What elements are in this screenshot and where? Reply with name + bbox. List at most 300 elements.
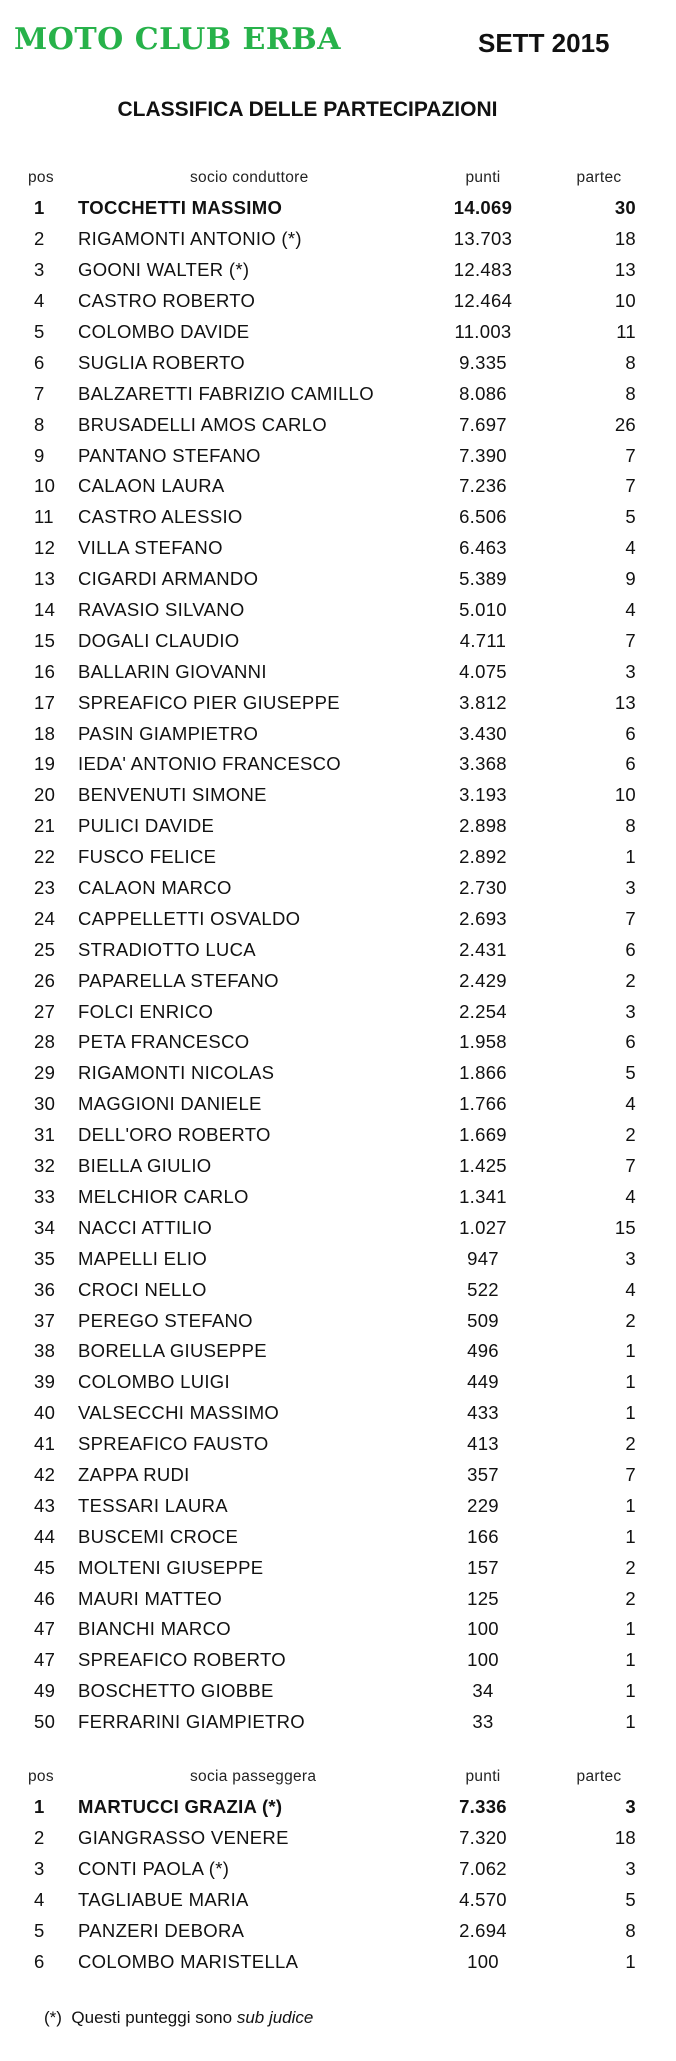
pos-cell: 25	[34, 938, 56, 960]
points-cell: 3.812	[459, 691, 507, 713]
name-cell: CALAON MARCO	[78, 877, 232, 899]
partec-cell: 8	[625, 1920, 636, 1941]
name-cell: DOGALI CLAUDIO	[78, 629, 240, 651]
name-cell: PASIN GIAMPIETRO	[78, 722, 259, 744]
pos-cell: 36	[34, 1278, 56, 1300]
name-cell: ZAPPA RUDI	[78, 1463, 190, 1485]
partec-cell: 4	[625, 1185, 636, 1207]
points-cell: 6.506	[459, 506, 507, 528]
name-cell: PULICI DAVIDE	[78, 815, 215, 837]
points-cell: 1.766	[459, 1093, 507, 1115]
column-header-partec: partec	[576, 169, 622, 186]
pos-cell: 21	[34, 815, 56, 837]
table-row	[0, 1120, 676, 1151]
partec-cell: 2	[625, 1433, 636, 1455]
partec-cell: 5	[625, 1889, 636, 1911]
partec-cell: 1	[625, 1494, 636, 1516]
partec-cell: 1	[625, 1680, 636, 1702]
table-row	[0, 440, 676, 471]
table-row	[0, 193, 676, 224]
footnote	[44, 2008, 313, 2028]
pos-cell: 6	[34, 1950, 45, 1972]
name-cell: PANTANO STEFANO	[78, 444, 261, 466]
table-row	[0, 1854, 676, 1885]
points-cell: 2.730	[459, 877, 507, 899]
name-cell: BIANCHI MARCO	[78, 1618, 231, 1640]
points-cell: 2.898	[459, 815, 507, 837]
points-cell: 4.075	[459, 660, 507, 682]
pos-cell: 10	[34, 475, 56, 497]
name-cell: CONTI PAOLA (*)	[78, 1858, 230, 1880]
name-cell: BUSCEMI CROCE	[78, 1525, 239, 1547]
table-row	[0, 471, 676, 502]
table-row	[0, 1916, 676, 1947]
table-row	[0, 1367, 676, 1398]
name-cell: SPREAFICO PIER GIUSEPPE	[78, 691, 340, 713]
points-cell: 229	[467, 1494, 499, 1516]
name-cell: GOONI WALTER (*)	[78, 259, 250, 281]
pos-cell: 9	[34, 444, 45, 466]
name-cell: TOCCHETTI MASSIMO	[78, 197, 283, 219]
partec-cell: 18	[614, 228, 636, 250]
table-row	[0, 749, 676, 780]
table-row	[0, 903, 676, 934]
pos-cell: 16	[34, 660, 56, 682]
pos-cell: 29	[34, 1062, 56, 1084]
points-cell: 496	[467, 1340, 499, 1362]
partec-cell: 26	[614, 413, 636, 435]
partec-cell: 4	[625, 537, 636, 559]
table-row	[0, 1792, 676, 1823]
name-cell: COLOMBO MARISTELLA	[78, 1950, 299, 1972]
table-row	[0, 718, 676, 749]
points-cell: 7.320	[459, 1827, 507, 1849]
drivers-table-body	[0, 193, 676, 1738]
points-cell: 1.341	[459, 1185, 507, 1207]
column-header-name: socio conduttore	[190, 169, 309, 186]
points-cell: 357	[467, 1463, 499, 1485]
partec-cell: 3	[625, 1796, 636, 1818]
pos-cell: 47	[34, 1618, 56, 1640]
pos-cell: 13	[34, 568, 56, 590]
points-cell: 2.429	[459, 969, 507, 991]
drivers-ranking	[0, 163, 676, 1738]
points-cell: 1.425	[459, 1155, 507, 1177]
table-row	[0, 1151, 676, 1182]
pos-cell: 4	[34, 290, 45, 312]
points-cell: 449	[467, 1371, 499, 1393]
points-cell: 100	[467, 1618, 499, 1640]
pos-cell: 40	[34, 1402, 56, 1424]
pos-cell: 11	[34, 506, 54, 528]
partec-cell: 7	[625, 444, 636, 466]
pos-cell: 26	[34, 969, 56, 991]
name-cell: SPREAFICO ROBERTO	[78, 1649, 286, 1671]
name-cell: RAVASIO SILVANO	[78, 599, 245, 621]
points-cell: 1.027	[459, 1216, 507, 1238]
table-row	[0, 317, 676, 348]
pos-cell: 30	[34, 1093, 56, 1115]
table-row	[0, 1885, 676, 1916]
points-cell: 3.193	[459, 784, 507, 806]
name-cell: PANZERI DEBORA	[78, 1920, 245, 1941]
name-cell: RIGAMONTI NICOLAS	[78, 1062, 275, 1084]
points-cell: 2.694	[459, 1920, 507, 1941]
partec-cell: 3	[625, 1000, 636, 1022]
column-header-partec: partec	[576, 1768, 622, 1785]
points-cell: 413	[467, 1433, 499, 1455]
name-cell: FERRARINI GIAMPIETRO	[78, 1711, 305, 1733]
table-row	[0, 625, 676, 656]
table-row	[0, 409, 676, 440]
footnote-emphasis: sub judice	[236, 2008, 314, 2027]
pos-cell: 46	[34, 1587, 56, 1609]
name-cell: MOLTENI GIUSEPPE	[78, 1556, 264, 1578]
partec-cell: 2	[625, 1587, 636, 1609]
column-header-points: punti	[465, 1768, 501, 1785]
partec-cell: 6	[625, 1031, 636, 1053]
pos-cell: 45	[34, 1556, 56, 1578]
partec-cell: 2	[625, 969, 636, 991]
table-row	[0, 965, 676, 996]
partec-cell: 10	[614, 290, 636, 312]
points-cell: 5.010	[459, 599, 507, 621]
table-row	[0, 842, 676, 873]
table-row	[0, 780, 676, 811]
partec-cell: 1	[625, 1371, 636, 1393]
partec-cell: 1	[625, 1525, 636, 1547]
table-row	[0, 347, 676, 378]
name-cell: NACCI ATTILIO	[78, 1216, 213, 1238]
table-row	[0, 1336, 676, 1367]
pos-cell: 12	[34, 537, 56, 559]
pos-cell: 27	[34, 1000, 56, 1022]
name-cell: BENVENUTI SIMONE	[78, 784, 267, 806]
partec-cell: 6	[625, 938, 636, 960]
name-cell: MELCHIOR CARLO	[78, 1185, 249, 1207]
pos-cell: 1	[34, 1796, 45, 1818]
name-cell: MARTUCCI GRAZIA (*)	[78, 1796, 283, 1818]
partec-cell: 4	[625, 1278, 636, 1300]
name-cell: SUGLIA ROBERTO	[78, 351, 245, 373]
pos-cell: 34	[34, 1216, 56, 1238]
table-row	[0, 1707, 676, 1738]
pos-cell: 5	[34, 321, 45, 342]
partec-cell: 3	[625, 1858, 636, 1880]
table-row	[0, 502, 676, 533]
pos-cell: 19	[34, 753, 56, 775]
partec-cell: 1	[625, 1950, 636, 1972]
footnote-text: Questi punteggi sono	[71, 2008, 233, 2027]
points-cell: 1.866	[459, 1062, 507, 1084]
pos-cell: 18	[34, 722, 56, 744]
name-cell: BALZARETTI FABRIZIO CAMILLO	[78, 382, 374, 404]
name-cell: TESSARI LAURA	[78, 1494, 228, 1516]
passengers-header-row	[0, 1762, 676, 1792]
partec-cell: 7	[625, 1463, 636, 1485]
partec-cell: 1	[625, 1649, 636, 1671]
table-row	[0, 595, 676, 626]
table-row	[0, 533, 676, 564]
name-cell: VILLA STEFANO	[78, 537, 223, 559]
partec-cell: 4	[625, 1093, 636, 1115]
points-cell: 947	[467, 1247, 499, 1269]
partec-cell: 30	[614, 197, 636, 219]
partec-cell: 5	[625, 506, 636, 528]
points-cell: 6.463	[459, 537, 507, 559]
name-cell: COLOMBO LUIGI	[78, 1371, 230, 1393]
name-cell: BIELLA GIULIO	[78, 1155, 212, 1177]
table-row	[0, 811, 676, 842]
table-row	[0, 1645, 676, 1676]
points-cell: 100	[467, 1950, 499, 1972]
table-row	[0, 1946, 676, 1977]
points-cell: 12.483	[453, 259, 513, 281]
name-cell: CIGARDI ARMANDO	[78, 568, 259, 590]
points-cell: 2.892	[459, 846, 507, 868]
club-title: MOTO CLUB ERBA	[14, 22, 341, 57]
table-row	[0, 255, 676, 286]
table-row	[0, 564, 676, 595]
pos-cell: 1	[34, 197, 45, 219]
pos-cell: 38	[34, 1340, 56, 1362]
name-cell: MAPELLI ELIO	[78, 1247, 208, 1269]
partec-cell: 2	[625, 1309, 636, 1331]
table-row	[0, 1490, 676, 1521]
table-row	[0, 224, 676, 255]
pos-cell: 49	[34, 1680, 56, 1702]
table-row	[0, 1243, 676, 1274]
pos-cell: 2	[34, 228, 45, 250]
partec-cell: 2	[625, 1124, 636, 1146]
points-cell: 3.368	[459, 753, 507, 775]
pos-cell: 3	[34, 1858, 45, 1880]
points-cell: 8.086	[459, 382, 507, 404]
table-row	[0, 687, 676, 718]
table-row	[0, 1614, 676, 1645]
points-cell: 433	[467, 1402, 499, 1424]
points-cell: 14.069	[453, 197, 513, 219]
table-row	[0, 1305, 676, 1336]
table-row	[0, 1212, 676, 1243]
pos-cell: 39	[34, 1371, 56, 1393]
partec-cell: 4	[625, 599, 636, 621]
pos-cell: 20	[34, 784, 56, 806]
name-cell: MAURI MATTEO	[78, 1587, 223, 1609]
pos-cell: 3	[34, 259, 45, 281]
pos-cell: 41	[34, 1433, 56, 1455]
points-cell: 7.697	[459, 413, 507, 435]
partec-cell: 5	[625, 1062, 636, 1084]
table-row	[0, 1823, 676, 1854]
name-cell: DELL'ORO ROBERTO	[78, 1124, 271, 1146]
table-row	[0, 1583, 676, 1614]
pos-cell: 23	[34, 877, 56, 899]
name-cell: IEDA' ANTONIO FRANCESCO	[78, 753, 341, 775]
name-cell: TAGLIABUE MARIA	[78, 1889, 249, 1911]
table-row	[0, 1182, 676, 1213]
partec-cell: 1	[625, 1711, 636, 1733]
page-subtitle: CLASSIFICA DELLE PARTECIPAZIONI	[117, 98, 498, 121]
name-cell: RIGAMONTI ANTONIO (*)	[78, 228, 302, 250]
table-row	[0, 1460, 676, 1491]
points-cell: 1.958	[459, 1031, 507, 1053]
points-cell: 33	[472, 1711, 494, 1733]
name-cell: PEREGO STEFANO	[78, 1309, 253, 1331]
pos-cell: 37	[34, 1309, 56, 1331]
partec-cell: 7	[625, 475, 636, 497]
table-row	[0, 996, 676, 1027]
partec-cell: 3	[625, 1247, 636, 1269]
partec-cell: 1	[625, 1618, 636, 1640]
points-cell: 12.464	[453, 290, 513, 312]
table-row	[0, 378, 676, 409]
drivers-header-row	[0, 163, 676, 193]
pos-cell: 47	[34, 1649, 56, 1671]
table-row	[0, 1274, 676, 1305]
table-row	[0, 1089, 676, 1120]
partec-cell: 7	[625, 629, 636, 651]
points-cell: 34	[472, 1680, 494, 1702]
points-cell: 9.335	[459, 351, 507, 373]
points-cell: 5.389	[459, 568, 507, 590]
points-cell: 166	[467, 1525, 499, 1547]
points-cell: 125	[467, 1587, 499, 1609]
column-header-pos: pos	[28, 1768, 54, 1785]
pos-cell: 43	[34, 1494, 56, 1516]
name-cell: CASTRO ALESSIO	[78, 506, 243, 528]
partec-cell: 1	[625, 1402, 636, 1424]
partec-cell: 11	[616, 321, 636, 342]
name-cell: FOLCI ENRICO	[78, 1000, 214, 1022]
partec-cell: 8	[625, 382, 636, 404]
footnote-marker: (*)	[44, 2008, 62, 2027]
column-header-name: socia passeggera	[190, 1768, 317, 1785]
pos-cell: 44	[34, 1525, 56, 1547]
name-cell: GIANGRASSO VENERE	[78, 1827, 289, 1849]
points-cell: 11.003	[454, 321, 512, 342]
partec-cell: 6	[625, 753, 636, 775]
points-cell: 7.390	[459, 444, 507, 466]
partec-cell: 7	[625, 907, 636, 929]
points-cell: 7.062	[459, 1858, 507, 1880]
name-cell: STRADIOTTO LUCA	[78, 938, 256, 960]
table-row	[0, 1058, 676, 1089]
name-cell: PAPARELLA STEFANO	[78, 969, 279, 991]
name-cell: BRUSADELLI AMOS CARLO	[78, 413, 327, 435]
partec-cell: 7	[625, 1155, 636, 1177]
partec-cell: 9	[625, 568, 636, 590]
table-row	[0, 656, 676, 687]
name-cell: CROCI NELLO	[78, 1278, 207, 1300]
name-cell: VALSECCHI MASSIMO	[78, 1402, 280, 1424]
partec-cell: 6	[625, 722, 636, 744]
points-cell: 2.693	[459, 907, 507, 929]
points-cell: 4.570	[459, 1889, 507, 1911]
points-cell: 7.236	[459, 475, 507, 497]
partec-cell: 13	[614, 691, 636, 713]
name-cell: COLOMBO DAVIDE	[78, 321, 250, 342]
pos-cell: 42	[34, 1463, 56, 1485]
pos-cell: 5	[34, 1920, 45, 1941]
pos-cell: 31	[34, 1124, 56, 1146]
name-cell: CASTRO ROBERTO	[78, 290, 256, 312]
partec-cell: 2	[625, 1556, 636, 1578]
pos-cell: 4	[34, 1889, 45, 1911]
partec-cell: 8	[625, 351, 636, 373]
column-header-pos: pos	[28, 169, 54, 186]
pos-cell: 14	[34, 599, 56, 621]
passengers-table-body	[0, 1792, 676, 1977]
table-row	[0, 1552, 676, 1583]
pos-cell: 7	[34, 382, 45, 404]
table-row	[0, 1676, 676, 1707]
table-row	[0, 1521, 676, 1552]
pos-cell: 8	[34, 413, 45, 435]
partec-cell: 10	[614, 784, 636, 806]
name-cell: PETA FRANCESCO	[78, 1031, 250, 1053]
partec-cell: 15	[614, 1216, 636, 1238]
table-row	[0, 1429, 676, 1460]
pos-cell: 50	[34, 1711, 56, 1733]
table-row	[0, 286, 676, 317]
partec-cell: 3	[625, 877, 636, 899]
points-cell: 7.336	[459, 1796, 507, 1818]
pos-cell: 22	[34, 846, 56, 868]
table-row	[0, 873, 676, 904]
table-row	[0, 934, 676, 965]
points-cell: 2.254	[459, 1000, 507, 1022]
points-cell: 2.431	[459, 938, 507, 960]
points-cell: 157	[467, 1556, 499, 1578]
pos-cell: 2	[34, 1827, 45, 1849]
points-cell: 4.711	[459, 629, 507, 651]
points-cell: 100	[467, 1649, 499, 1671]
partec-cell: 8	[625, 815, 636, 837]
name-cell: SPREAFICO FAUSTO	[78, 1433, 269, 1455]
points-cell: 1.669	[459, 1124, 507, 1146]
pos-cell: 17	[34, 691, 56, 713]
name-cell: MAGGIONI DANIELE	[78, 1093, 262, 1115]
name-cell: BALLARIN GIOVANNI	[78, 660, 267, 682]
points-cell: 522	[467, 1278, 499, 1300]
pos-cell: 35	[34, 1247, 56, 1269]
points-cell: 509	[467, 1309, 499, 1331]
points-cell: 13.703	[453, 228, 513, 250]
partec-cell: 1	[625, 846, 636, 868]
partec-cell: 13	[614, 259, 636, 281]
pos-cell: 6	[34, 351, 45, 373]
name-cell: CAPPELLETTI OSVALDO	[78, 907, 301, 929]
pos-cell: 28	[34, 1031, 56, 1053]
passengers-ranking	[0, 1762, 676, 1977]
name-cell: BOSCHETTO GIOBBE	[78, 1680, 274, 1702]
period-label: SETT 2015	[478, 28, 610, 58]
name-cell: CALAON LAURA	[78, 475, 225, 497]
name-cell: FUSCO FELICE	[78, 846, 217, 868]
pos-cell: 33	[34, 1185, 56, 1207]
table-row	[0, 1398, 676, 1429]
partec-cell: 3	[625, 660, 636, 682]
column-header-points: punti	[465, 169, 501, 186]
points-cell: 3.430	[459, 722, 507, 744]
partec-cell: 18	[614, 1827, 636, 1849]
pos-cell: 32	[34, 1155, 56, 1177]
pos-cell: 15	[34, 629, 56, 651]
name-cell: BORELLA GIUSEPPE	[78, 1340, 267, 1362]
partec-cell: 1	[625, 1340, 636, 1362]
pos-cell: 24	[34, 907, 56, 929]
